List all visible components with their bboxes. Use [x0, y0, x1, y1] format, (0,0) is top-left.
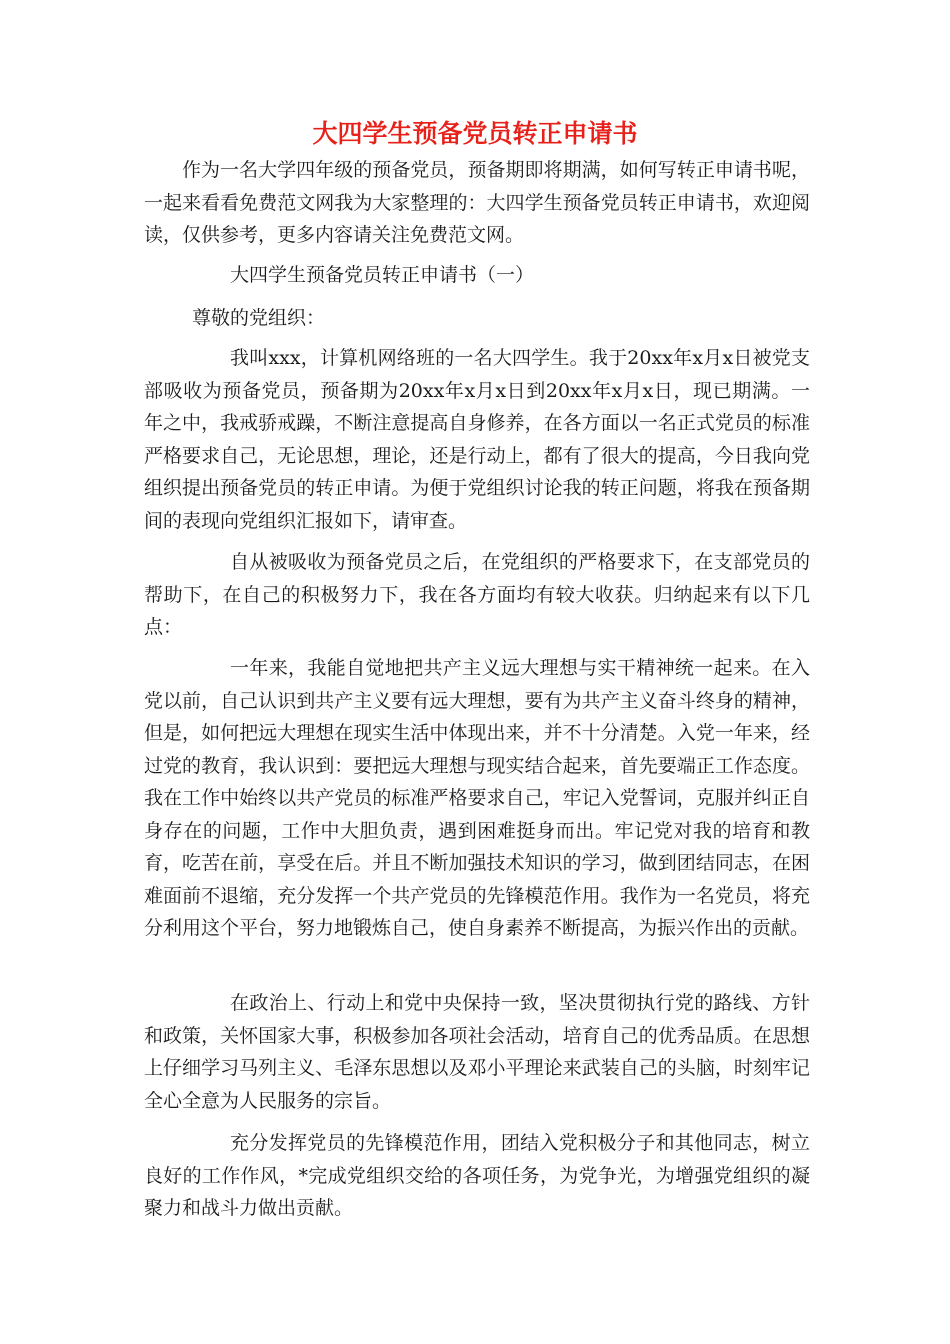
body-paragraph-4: 在政治上、行动上和党中央保持一致，坚决贯彻执行党的路线、方针和政策，关怀国家大事，积极参加各项社会活动，培育自己的优秀品质。在思想上仔细学习马列主义、毛泽东思想以及邓小平理论来武装自己的头脑，时刻牢记全心全意为人民服务的宗旨。: [144, 992, 810, 1112]
intro-paragraph: 作为一名大学四年级的预备党员，预备期即将期满，如何写转正申请书呢，一起来看看免费范文网我为大家整理的：大四学生预备党员转正申请书，欢迎阅读，仅供参考，更多内容请关注免费范文网。: [144, 159, 810, 246]
body-paragraph-2: 自从被吸收为预备党员之后，在党组织的严格要求下，在支部党员的帮助下，在自己的积极努力下，我在各方面均有较大收获。归纳起来有以下几点：: [144, 551, 810, 638]
document-title: 大四学生预备党员转正申请书: [312, 119, 638, 148]
section-heading: 大四学生预备党员转正申请书（一）: [230, 264, 535, 286]
salutation: 尊敬的党组织：: [192, 307, 326, 329]
body-paragraph-1: 我叫xxx，计算机网络班的一名大四学生。我于20xx年x月x日被党支部吸收为预备党员，预备期为20xx年x月x日到20xx年x月x日，现已期满。一年之中，我戒骄戒躁，不断注意提高自身修养，在各方面以一名正式党员的标准严格要求自己，无论思想，理论，还是行动上，都有了很大的提高，今日我向党组织提出预备党员的转正申请。为便于党组织讨论我的转正问题，将我在预备期间的表现向党组织汇报如下，请审查。: [144, 347, 810, 532]
body-paragraph-5: 充分发挥党员的先锋模范作用，团结入党积极分子和其他同志，树立良好的工作作风，*完成党组织交给的各项任务，为党争光，为增强党组织的凝聚力和战斗力做出贡献。: [144, 1132, 810, 1219]
body-paragraph-3: 一年来，我能自觉地把共产主义远大理想与实干精神统一起来。在入党以前，自己认识到共产主义要有远大理想，要有为共产主义奋斗终身的精神，但是，如何把远大理想在现实生活中体现出来，并不十分清楚。入党一年来，经过党的教育，我认识到：要把远大理想与现实结合起来，首先要端正工作态度。我在工作中始终以共产党员的标准严格要求自己，牢记入党誓词，克服并纠正自身存在的问题，工作中大胆负责，遇到困难挺身而出。牢记党对我的培育和教育，吃苦在前，享受在后。并且不断加强技术知识的学习，做到团结同志，在困难面前不退缩，充分发挥一个共产党员的先锋模范作用。我作为一名党员，将充分利用这个平台，努力地锻炼自己，使自身素养不断提高，为振兴作出的贡献。: [144, 657, 810, 939]
